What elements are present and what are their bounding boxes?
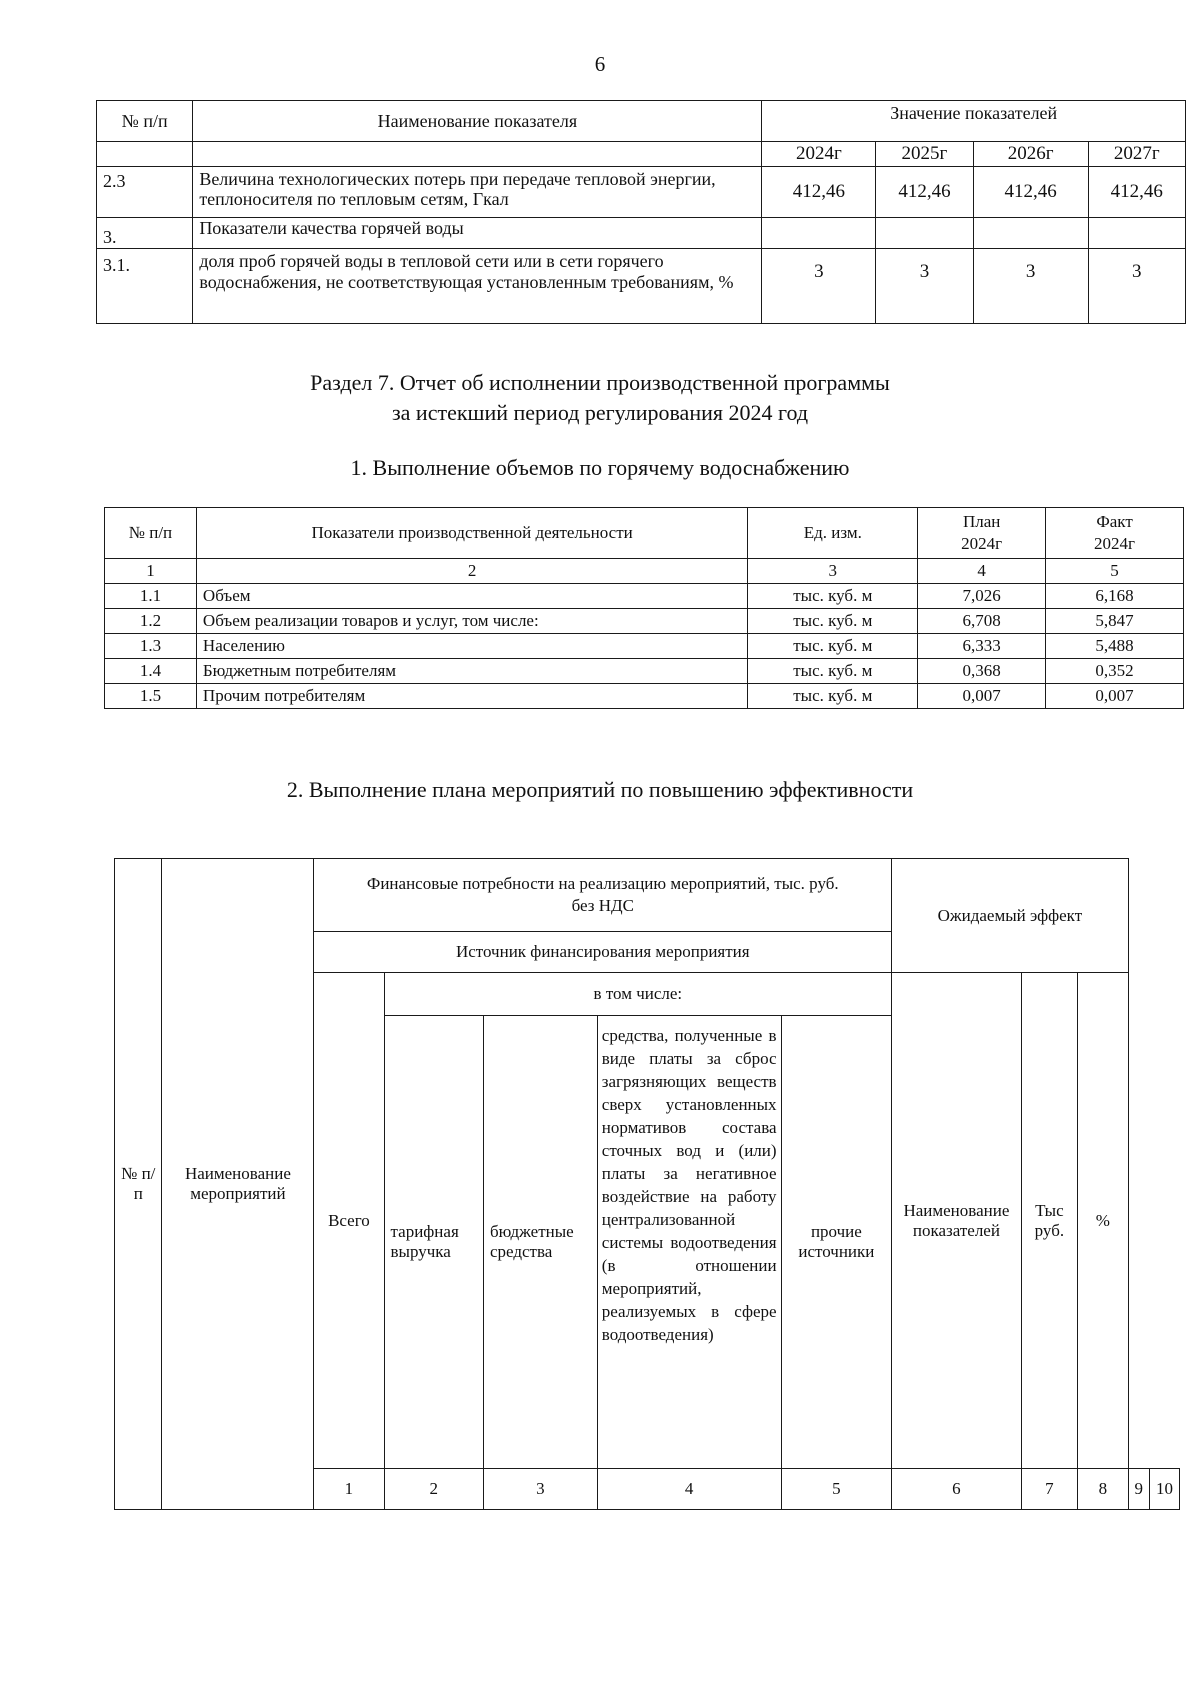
table-row <box>105 609 1184 634</box>
row-fact: 5,488 <box>1046 634 1184 659</box>
measures-header-num: № п/п <box>115 859 162 1510</box>
measures-header-total: Всего <box>314 973 384 1469</box>
table-row <box>105 684 1184 709</box>
measures-header-percent: % <box>1078 973 1128 1469</box>
row-num: 3. <box>97 218 193 249</box>
row-num: 1.4 <box>105 659 197 684</box>
indicators-table <box>96 100 1186 324</box>
measures-header-budget: бюджетные средства <box>484 1016 598 1469</box>
volumes-header-name: Показатели производственной деятельности <box>196 508 747 559</box>
table-row <box>105 584 1184 609</box>
indicators-header-values: Значение показателей <box>762 101 1186 142</box>
col-number: 1 <box>105 559 197 584</box>
finance-line1: Финансовые потребности на реализацию мероприятий, тыс. руб. <box>366 874 839 893</box>
indicators-year: 2025г <box>876 142 973 167</box>
volumes-table <box>104 507 1184 709</box>
col-number: 5 <box>1046 559 1184 584</box>
table-row <box>97 249 1186 324</box>
table-row <box>97 167 1186 218</box>
measures-header-tariff: тарифная выручка <box>384 1016 483 1469</box>
row-value: 412,46 <box>876 167 973 218</box>
col-number: 5 <box>781 1469 892 1510</box>
row-unit: тыс. куб. м <box>748 584 918 609</box>
row-num: 3.1. <box>97 249 193 324</box>
measures-header-including: в том числе: <box>384 973 892 1016</box>
section-title: Раздел 7. Отчет об исполнении производственной программы <box>310 370 890 395</box>
volumes-header-unit: Ед. изм. <box>748 508 918 559</box>
row-num: 2.3 <box>97 167 193 218</box>
table-row <box>97 218 1186 249</box>
row-plan: 6,333 <box>918 634 1046 659</box>
finance-line2: без НДС <box>571 896 634 915</box>
row-fact: 6,168 <box>1046 584 1184 609</box>
row-value: 412,46 <box>1088 167 1185 218</box>
measures-table <box>114 858 1180 1510</box>
col-number: 10 <box>1150 1469 1180 1510</box>
volumes-header-plan <box>918 508 1046 559</box>
page-number: 6 <box>594 52 606 76</box>
col-number: 2 <box>196 559 747 584</box>
section-title-line2: за истекший период регулирования 2024 год <box>391 400 809 425</box>
indicators-header-num: № п/п <box>97 101 193 142</box>
col-number: 9 <box>1128 1469 1150 1510</box>
plan-label: План <box>962 512 1001 531</box>
measures-header-finance <box>314 859 892 932</box>
row-plan: 7,026 <box>918 584 1046 609</box>
fact-label: Факт <box>1096 512 1133 531</box>
row-name: Прочим потребителям <box>196 684 747 709</box>
row-unit: тыс. куб. м <box>748 609 918 634</box>
fact-year: 2024г <box>1094 534 1136 553</box>
volumes-header-fact <box>1046 508 1184 559</box>
row-plan: 6,708 <box>918 609 1046 634</box>
row-fact: 0,352 <box>1046 659 1184 684</box>
row-fact: 0,007 <box>1046 684 1184 709</box>
row-unit: тыс. куб. м <box>748 634 918 659</box>
row-unit: тыс. куб. м <box>748 659 918 684</box>
row-num: 1.2 <box>105 609 197 634</box>
indicators-year: 2027г <box>1088 142 1185 167</box>
col-number: 8 <box>1078 1469 1128 1510</box>
row-name: Населению <box>196 634 747 659</box>
measures-header-effect: Ожидаемый эффект <box>892 859 1128 973</box>
row-name: Объем реализации товаров и услуг, том числе: <box>196 609 747 634</box>
row-plan: 0,007 <box>918 684 1046 709</box>
row-name: Бюджетным потребителям <box>196 659 747 684</box>
row-name: доля проб горячей воды в тепловой сети или в сети горячего водоснабжения, не соответствующая установленным требованиям, % <box>193 249 762 324</box>
col-number: 4 <box>597 1469 781 1510</box>
row-unit: тыс. куб. м <box>748 684 918 709</box>
table-row <box>105 634 1184 659</box>
volumes-header-num: № п/п <box>105 508 197 559</box>
row-value: 412,46 <box>762 167 876 218</box>
col-number: 6 <box>892 1469 1021 1510</box>
row-num: 1.3 <box>105 634 197 659</box>
row-name: Показатели качества горячей воды <box>193 218 762 249</box>
row-value: 3 <box>876 249 973 324</box>
measures-header-source: Источник финансирования мероприятия <box>314 932 892 973</box>
measures-header-name: Наименование мероприятий <box>162 859 314 1510</box>
col-number: 4 <box>918 559 1046 584</box>
subsection-title-measures: 2. Выполнение плана мероприятий по повышению эффективности <box>286 777 914 802</box>
row-plan: 0,368 <box>918 659 1046 684</box>
col-number: 7 <box>1021 1469 1078 1510</box>
row-num: 1.1 <box>105 584 197 609</box>
row-value: 412,46 <box>973 167 1088 218</box>
row-value <box>1088 218 1185 249</box>
measures-header-other: прочие источники <box>781 1016 892 1469</box>
col-number: 1 <box>314 1469 384 1510</box>
measures-header-thousand-rub: Тыс руб. <box>1021 973 1078 1469</box>
subsection-title-volumes: 1. Выполнение объемов по горячему водоснабжению <box>350 455 850 480</box>
row-value <box>876 218 973 249</box>
row-value <box>762 218 876 249</box>
indicators-header-name: Наименование показателя <box>193 101 762 142</box>
row-value: 3 <box>762 249 876 324</box>
indicators-year: 2026г <box>973 142 1088 167</box>
row-name: Величина технологических потерь при передаче тепловой энергии, теплоносителя по тепловым сетям, Гкал <box>193 167 762 218</box>
indicators-year: 2024г <box>762 142 876 167</box>
row-value <box>973 218 1088 249</box>
measures-header-fee-funds: средства, полученные в виде платы за сброс загрязняющих веществ сверх установленных нормативов состава сточных вод и (или) платы за негативное воздействие на работу централизованной системы водоотведения (в отношении мероприятий, реализуемых в сфере водоотведения) <box>597 1016 781 1469</box>
col-number: 2 <box>384 1469 483 1510</box>
measures-header-indicator-name: Наименование показателей <box>892 973 1021 1469</box>
row-value: 3 <box>973 249 1088 324</box>
row-num: 1.5 <box>105 684 197 709</box>
table-row <box>105 659 1184 684</box>
col-number: 3 <box>484 1469 598 1510</box>
plan-year: 2024г <box>961 534 1003 553</box>
row-name: Объем <box>196 584 747 609</box>
row-value: 3 <box>1088 249 1185 324</box>
col-number: 3 <box>748 559 918 584</box>
row-fact: 5,847 <box>1046 609 1184 634</box>
